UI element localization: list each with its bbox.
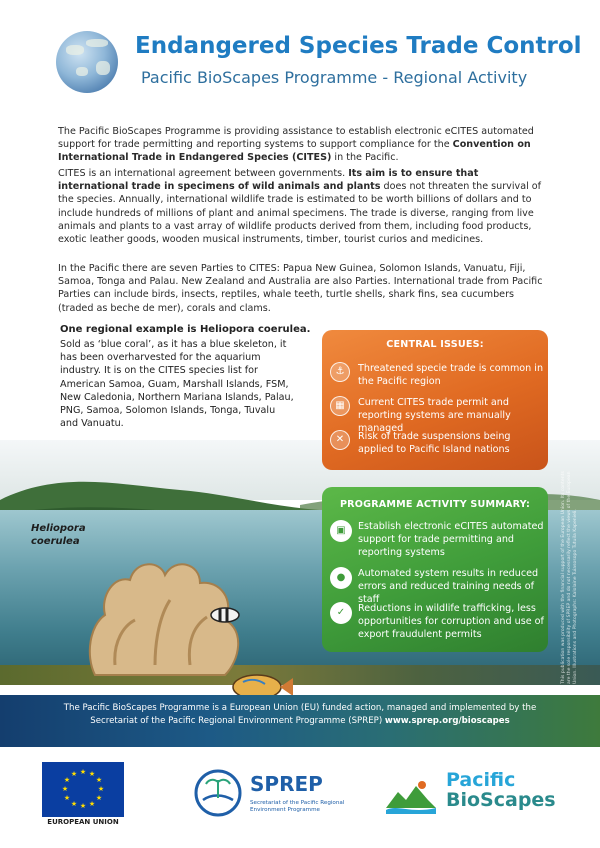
svg-text:★: ★ (63, 794, 71, 802)
svg-text:★: ★ (79, 802, 87, 810)
sprep-logo-subtext: Secretariat of the Pacific Regional Environment Programme (250, 800, 345, 813)
checkmark-icon: ✓ (330, 602, 352, 624)
svg-text:★: ★ (88, 770, 96, 778)
activity-summary-heading: PROGRAMME ACTIVITY SUMMARY: (339, 499, 531, 510)
page-title: Endangered Species Trade Control (135, 33, 582, 59)
coral-illustration (75, 545, 255, 685)
globe-map-image (56, 31, 118, 93)
svg-text:★: ★ (70, 770, 78, 778)
bird-icon: ⚓ (330, 362, 350, 382)
svg-text:★: ★ (88, 800, 96, 808)
computer-icon: ▣ (330, 520, 352, 542)
eu-flag-logo (42, 762, 124, 817)
coral-species-label: Heliopora coerulea (31, 523, 86, 547)
sprep-logo-mark (193, 768, 243, 818)
page-subtitle: Pacific BioScapes Programme - Regional Activity (141, 68, 528, 87)
intro-paragraph-2: CITES is an international agreement between governments. Its aim is to ensure that international trade in specimens of wild animals and plants does not threaten the survival of the species. Annually, international wildlife trade is estimated to be worth billions of dollars and to include hundreds of millions of plant and animal specimens. The trade is diverse, ranging from live animals and plants to a vast array of wildlife products derived from them, including food products, exotic leather goods, wooden musical instruments, timber, tourist curios and medicines. (58, 168, 542, 246)
svg-text:★: ★ (79, 768, 87, 776)
documents-icon: ▦ (330, 396, 350, 416)
central-issues-panel: CENTRAL ISSUES: ⚓ Threatened specie trade is common in the Pacific region ▦ Current CITES trade permit and reporting systems are manually managed ✕ Risk of trade suspensions being applied to Pacific Island nations (322, 330, 548, 470)
svg-text:★: ★ (70, 800, 78, 808)
eu-label: EUROPEAN UNION (47, 818, 119, 826)
people-icon: ● (330, 567, 352, 589)
example-body: Sold as ‘blue coral’, as it has a blue skeleton, it has been overharvested for the aquarium industry. It is on the CITES species list for American Samoa, Guam, Marshall Islands, FSM, New Caledonia, Northern Mariana Islands, Palau, PNG, Samoa, Solomon Islands, Tonga, Tuvalu and Vanuatu. (60, 339, 294, 430)
svg-text:★: ★ (97, 785, 105, 793)
intro-paragraph-3: In the Pacific there are seven Parties to CITES: Papua New Guinea, Solomon Islands, Vanuatu, Fiji, Samoa, Tonga and Palau. New Zealand and Australia are also Parties. International trade from Pacific Parties can include birds, insects, reptiles, whale teeth, turtle shells, shark fins, sea cucumbers (traded as beche de mer), corals and clams. (58, 263, 543, 314)
pacific-bioscapes-logo-text: Pacific BioScapes (446, 769, 556, 811)
svg-text:★: ★ (61, 785, 69, 793)
svg-text:★: ★ (95, 794, 103, 802)
svg-text:★: ★ (95, 776, 103, 784)
example-title: One regional example is Heliopora coerulea. (60, 324, 311, 335)
intro-paragraph-1: The Pacific BioScapes Programme is providing assistance to establish electronic eCITES automated support for trade permitting and reporting systems to support compliance for the Convention on International Trade in Endangered Species (CITES) in the Pacific. (58, 126, 534, 164)
side-disclaimer: This publication was produced with the financial support of the European Union. Its contents are the sole responsibility of SPREP and do not necessarily reflect the views of the European Union. Illustrations and Photographs: Kalolaine Tuiasosopo Tutuila Kapenieli. (561, 471, 578, 684)
website-link[interactable]: www.sprep.org/bioscapes (384, 716, 510, 726)
cross-circle-icon: ✕ (330, 430, 350, 450)
svg-text:★: ★ (63, 776, 71, 784)
activity-summary-panel: PROGRAMME ACTIVITY SUMMARY: ▣ Establish electronic eCITES automated support for trade permitting and reporting systems ● Automated system results in reduced errors and reduced training needs of staff ✓ Reductions in wildlife trafficking, less opportunities for corruption and use of export fraudulent permits (322, 487, 548, 652)
pacific-bioscapes-logo-mark (384, 778, 438, 814)
central-issues-heading: CENTRAL ISSUES: (386, 339, 484, 350)
sprep-logo-text: SPREP (250, 772, 323, 796)
footer-text: The Pacific BioScapes Programme is a European Union (EU) funded action, managed and implemented by the Secretariat of the Pacific Regional Environment Programme (SPREP) www.sprep.org/bioscapes (63, 703, 537, 726)
